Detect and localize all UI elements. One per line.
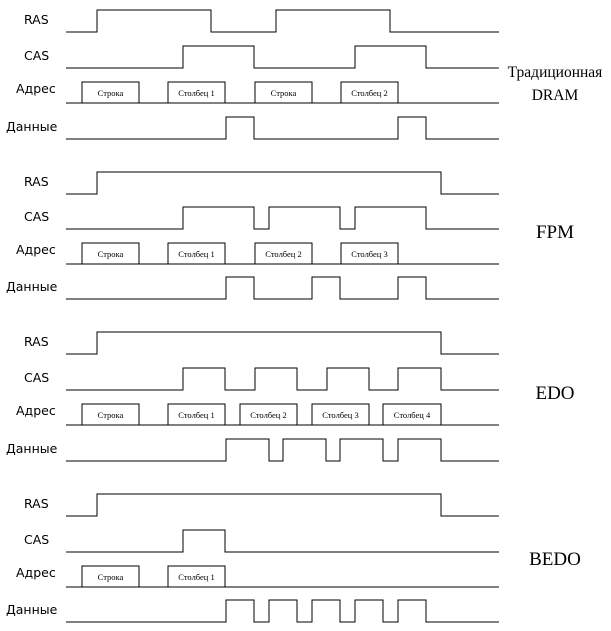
data-label: Данные: [6, 279, 58, 294]
bedo-cas-trace: [66, 530, 499, 552]
traditional-data-trace: [66, 117, 499, 139]
cas-label: CAS: [24, 532, 50, 547]
edo-address-box-label-2: Столбец 1: [178, 410, 215, 420]
address-label: Адрес: [16, 242, 56, 257]
fpm-ras-trace: [66, 172, 499, 194]
fpm-mode-label: FPM: [535, 222, 575, 243]
fpm-address-box-label-4: Столбец 3: [351, 249, 388, 259]
bedo-address-box-label-1: Строка: [97, 572, 124, 582]
data-label: Данные: [6, 441, 58, 456]
traditional-mode-label-line-2: DRAM: [531, 87, 579, 104]
cas-label: CAS: [24, 370, 50, 385]
address-label: Адрес: [16, 565, 56, 580]
ras-label: RAS: [24, 12, 49, 27]
fpm-address-box-label-3: Столбец 2: [265, 249, 302, 259]
fpm-address-box-label-2: Столбец 1: [178, 249, 215, 259]
bedo-mode-label: BEDO: [529, 549, 581, 570]
data-label: Данные: [6, 119, 58, 134]
ras-label: RAS: [24, 496, 49, 511]
fpm-data-trace: [66, 277, 499, 299]
edo-address-box-label-5: Столбец 4: [393, 410, 431, 420]
edo-address-box-label-4: Столбец 3: [322, 410, 359, 420]
cas-label: CAS: [24, 48, 50, 63]
traditional-ras-trace: [66, 10, 499, 32]
address-label: Адрес: [16, 81, 56, 96]
edo-address-box-label-1: Строка: [97, 410, 124, 420]
bedo-address-box-label-2: Столбец 1: [178, 572, 215, 582]
edo-mode-label: EDO: [535, 383, 575, 404]
edo-address-box-label-3: Столбец 2: [250, 410, 287, 420]
fpm-address-box-label-1: Строка: [97, 249, 124, 259]
address-label: Адрес: [16, 403, 56, 418]
traditional-cas-trace: [66, 46, 499, 68]
traditional-mode-label-line-1: Традиционная: [507, 64, 603, 81]
bedo-ras-trace: [66, 494, 499, 516]
traditional-address-box-label-4: Столбец 2: [351, 88, 388, 98]
edo-cas-trace: [66, 368, 499, 390]
fpm-cas-trace: [66, 207, 499, 229]
edo-ras-trace: [66, 332, 499, 354]
edo-data-trace: [66, 439, 499, 461]
traditional-address-box-label-1: Строка: [97, 88, 124, 98]
ras-label: RAS: [24, 174, 49, 189]
traditional-address-box-label-2: Столбец 1: [178, 88, 215, 98]
bedo-data-trace: [66, 600, 499, 622]
cas-label: CAS: [24, 209, 50, 224]
ras-label: RAS: [24, 334, 49, 349]
data-label: Данные: [6, 602, 58, 617]
traditional-address-box-label-3: Строка: [270, 88, 297, 98]
